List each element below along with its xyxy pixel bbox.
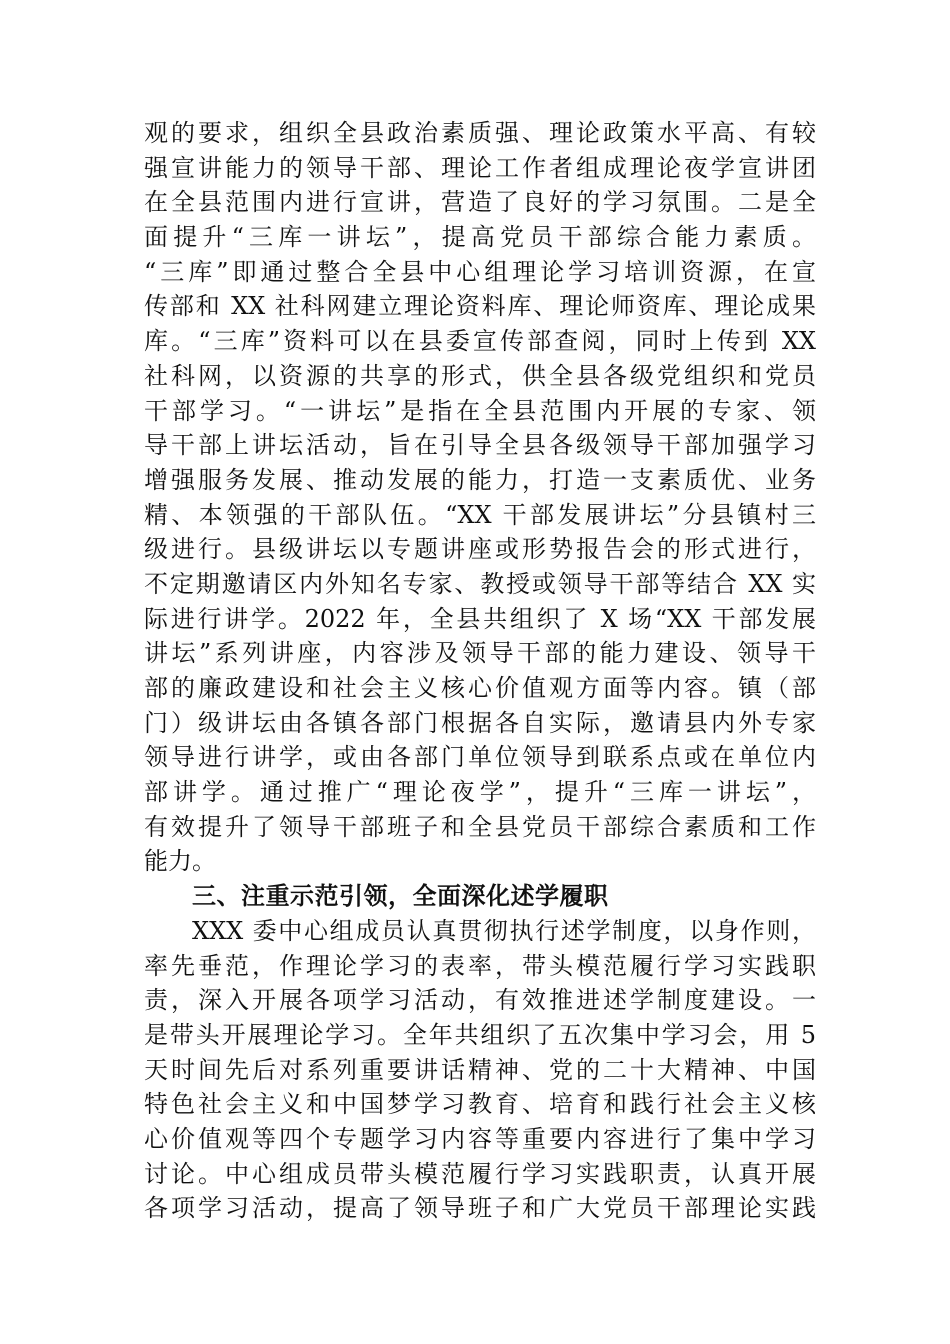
paragraph-line: 门）级讲坛由各镇各部门根据各自实际，邀请县内外专家 xyxy=(144,708,816,737)
paragraph-line: 天时间先后对系列重要讲话精神、党的二十大精神、中国 xyxy=(144,1055,816,1084)
paragraph-line: 际进行讲学。2022 年，全县共组织了 X 场“XX 干部发展 xyxy=(144,604,816,633)
paragraph-line: 精、本领强的干部队伍。“XX 干部发展讲坛”分县镇村三 xyxy=(144,500,816,529)
paragraph-line: 增强服务发展、推动发展的能力，打造一支素质优、业务 xyxy=(144,465,816,494)
paragraph-line: 心价值观等四个专题学习内容等重要内容进行了集中学习 xyxy=(144,1124,816,1153)
paragraph-line: 率先垂范，作理论学习的表率，带头模范履行学习实践职 xyxy=(144,951,816,980)
paragraph-line: 部讲学。通过推广“理论夜学”，提升“三库一讲坛”， xyxy=(144,778,816,807)
paragraph-line: 在全县范围内进行宣讲，营造了良好的学习氛围。二是全 xyxy=(144,188,816,217)
paragraph-line: 导干部上讲坛活动，旨在引导全县各级领导干部加强学习 xyxy=(144,431,816,460)
paragraph-line: 传部和 XX 社科网建立理论资料库、理论师资库、理论成果 xyxy=(144,292,816,321)
paragraph-line: 库。“三库”资料可以在县委宣传部查阅，同时上传到 XX xyxy=(144,327,816,356)
paragraph-line: 责，深入开展各项学习活动，有效推进述学制度建设。一 xyxy=(144,986,816,1015)
paragraph-line: 领导进行讲学，或由各部门单位领导到联系点或在单位内 xyxy=(144,743,816,772)
paragraph-line: 讨论。中心组成员带头模范履行学习实践职责，认真开展 xyxy=(144,1159,816,1188)
paragraph-line: 强宣讲能力的领导干部、理论工作者组成理论夜学宣讲团 xyxy=(144,153,816,182)
paragraph-line: 干部学习。“一讲坛”是指在全县范围内开展的专家、领 xyxy=(144,396,816,425)
paragraph-line: 观的要求，组织全县政治素质强、理论政策水平高、有较 xyxy=(144,119,816,147)
paragraph-line: 面提升“三库一讲坛”，提高党员干部综合能力素质。 xyxy=(144,223,816,252)
paragraph-line: “三库”即通过整合全县中心组理论学习培训资源，在宣 xyxy=(144,257,816,286)
paragraph-line: 各项学习活动，提高了领导班子和广大党员干部理论实践 xyxy=(144,1194,816,1223)
section-heading: 三、注重示范引领，全面深化述学履职 xyxy=(192,882,609,911)
document-body xyxy=(144,116,816,1226)
paragraph-line: 部的廉政建设和社会主义核心价值观方面等内容。镇（部 xyxy=(144,674,816,702)
paragraph-line: 能力。 xyxy=(144,847,216,876)
paragraph-line: 级进行。县级讲坛以专题讲座或形势报告会的形式进行， xyxy=(144,535,816,564)
paragraph-line: 不定期邀请区内外知名专家、教授或领导干部等结合 XX 实 xyxy=(144,569,816,598)
paragraph-line: 讲坛”系列讲座，内容涉及领导干部的能力建设、领导干 xyxy=(144,639,816,668)
paragraph-line: 社科网，以资源的共享的形式，供全县各级党组织和党员 xyxy=(144,361,816,390)
paragraph-line: XXX 委中心组成员认真贯彻执行述学制度，以身作则， xyxy=(192,916,816,945)
paragraph-line: 有效提升了领导干部班子和全县党员干部综合素质和工作 xyxy=(144,812,816,841)
paragraph-line: 是带头开展理论学习。全年共组织了五次集中学习会，用 5 xyxy=(144,1020,816,1049)
paragraph-line: 特色社会主义和中国梦学习教育、培育和践行社会主义核 xyxy=(144,1090,816,1119)
